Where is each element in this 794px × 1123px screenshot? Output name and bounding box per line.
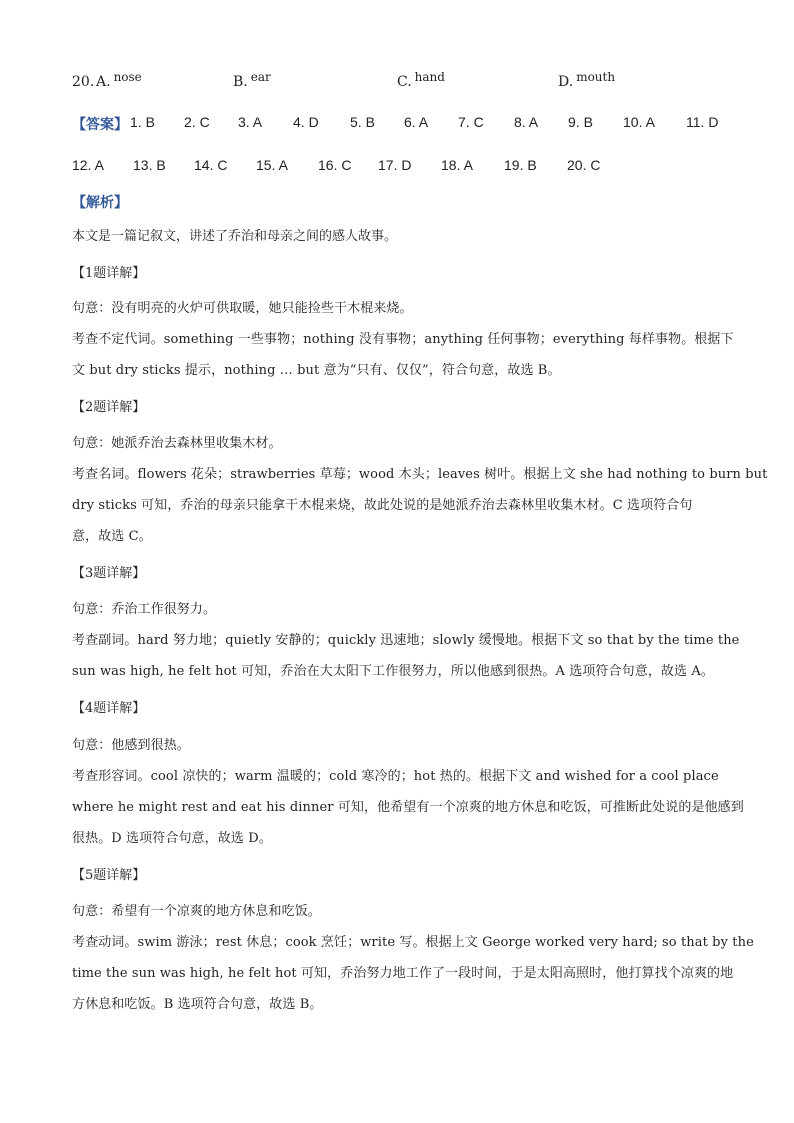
detail-4-heading: 【4题详解】 xyxy=(72,701,146,716)
option-d-text: mouth xyxy=(576,70,616,84)
answer-item: 11. D xyxy=(686,114,719,130)
detail-1-line: 考查不定代词。something 一些事物；nothing 没有事物；anything 任何事物；everything 每样事物。根据下 xyxy=(72,332,734,347)
detail-3-heading: 【3题详解】 xyxy=(72,566,146,581)
option-b xyxy=(233,70,271,90)
option-c-text: hand xyxy=(414,70,445,84)
option-a-text: nose xyxy=(113,70,142,84)
answer-item: 4. D xyxy=(293,114,319,130)
answer-item: 3. A xyxy=(238,114,263,130)
answer-item: 10. A xyxy=(623,114,655,130)
answer-item: 1. B xyxy=(130,114,155,130)
analysis-summary: 本文是一篇记叙文，讲述了乔治和母亲之间的感人故事。 xyxy=(72,229,398,244)
option-b-letter: B. xyxy=(233,74,248,90)
detail-5-heading: 【5题详解】 xyxy=(72,868,146,883)
detail-2-line: 意，故选 C。 xyxy=(72,529,152,544)
answer-item: 9. B xyxy=(568,114,593,130)
detail-2-heading: 【2题详解】 xyxy=(72,400,146,415)
question-number: 20. xyxy=(72,74,95,90)
answer-item: 7. C xyxy=(458,114,484,130)
option-a-letter: A. xyxy=(96,74,111,90)
answers-row-1 xyxy=(72,114,732,134)
question-20-options xyxy=(72,70,672,96)
answer-item: 17. D xyxy=(378,157,412,173)
detail-4-line: 考查形容词。cool 凉快的；warm 温暖的；cold 寒冷的；hot 热的。根据下文 and wished for a cool place xyxy=(72,769,719,784)
detail-5-line: 方休息和吃饭。B 选项符合句意，故选 B。 xyxy=(72,997,323,1012)
detail-5-line: time the sun was high, he felt hot 可知，乔治努力地工作了一段时间，于是太阳高照时，他打算找个凉爽的地 xyxy=(72,966,734,981)
answer-item: 13. B xyxy=(133,157,166,173)
detail-1-line: 文 but dry sticks 提示，nothing … but 意为“只有、仅仅”，符合句意，故选 B。 xyxy=(72,363,561,378)
option-a xyxy=(96,70,142,90)
detail-5-line: 考查动词。swim 游泳；rest 休息；cook 烹饪；write 写。根据上文 George worked very hard; so that by the xyxy=(72,935,754,950)
answer-item: 5. B xyxy=(350,114,375,130)
detail-5-line: 句意：希望有一个凉爽的地方休息和吃饭。 xyxy=(72,904,321,919)
detail-2-line: 句意：她派乔治去森林里收集木材。 xyxy=(72,436,282,451)
option-c xyxy=(397,70,445,90)
detail-2-line: dry sticks 可知，乔治的母亲只能拿干木棍来烧，故此处说的是她派乔治去森林里收集木材。C 选项符合句 xyxy=(72,498,693,513)
answer-item: 6. A xyxy=(404,114,429,130)
answers-label: 【答案】 xyxy=(72,116,128,132)
detail-3-line: 句意：乔治工作很努力。 xyxy=(72,602,217,617)
option-d xyxy=(558,70,616,90)
detail-2-line: 考查名词。flowers 花朵；strawberries 草莓；wood 木头；leaves 树叶。根据上文 she had nothing to burn but xyxy=(72,467,768,482)
detail-3-line: sun was high, he felt hot 可知，乔治在大太阳下工作很努力，所以他感到很热。A 选项符合句意，故选 A。 xyxy=(72,664,714,679)
option-b-text: ear xyxy=(250,70,271,84)
answers-row-2 xyxy=(72,157,672,177)
option-c-letter: C. xyxy=(397,74,412,90)
detail-4-line: 很热。D 选项符合句意，故选 D。 xyxy=(72,831,272,846)
detail-1-heading: 【1题详解】 xyxy=(72,266,146,281)
answer-item: 18. A xyxy=(441,157,473,173)
answer-item: 12. A xyxy=(72,157,104,173)
option-d-letter: D. xyxy=(558,74,574,90)
answer-item: 14. C xyxy=(194,157,228,173)
answer-item: 19. B xyxy=(504,157,537,173)
answer-item: 16. C xyxy=(318,157,352,173)
answer-item: 20. C xyxy=(567,157,601,173)
detail-3-line: 考查副词。hard 努力地；quietly 安静的；quickly 迅速地；slowly 缓慢地。根据下文 so that by the time the xyxy=(72,633,740,648)
answer-item: 15. A xyxy=(256,157,288,173)
answer-item: 8. A xyxy=(514,114,539,130)
detail-4-line: 句意：他感到很热。 xyxy=(72,738,190,753)
answer-item: 2. C xyxy=(184,114,210,130)
detail-1-line: 句意：没有明亮的火炉可供取暖，她只能捡些干木棍来烧。 xyxy=(72,301,413,316)
detail-4-line: where he might rest and eat his dinner 可知，他希望有一个凉爽的地方休息和吃饭，可推断此处说的是他感到 xyxy=(72,800,744,815)
analysis-label: 【解析】 xyxy=(72,194,128,210)
